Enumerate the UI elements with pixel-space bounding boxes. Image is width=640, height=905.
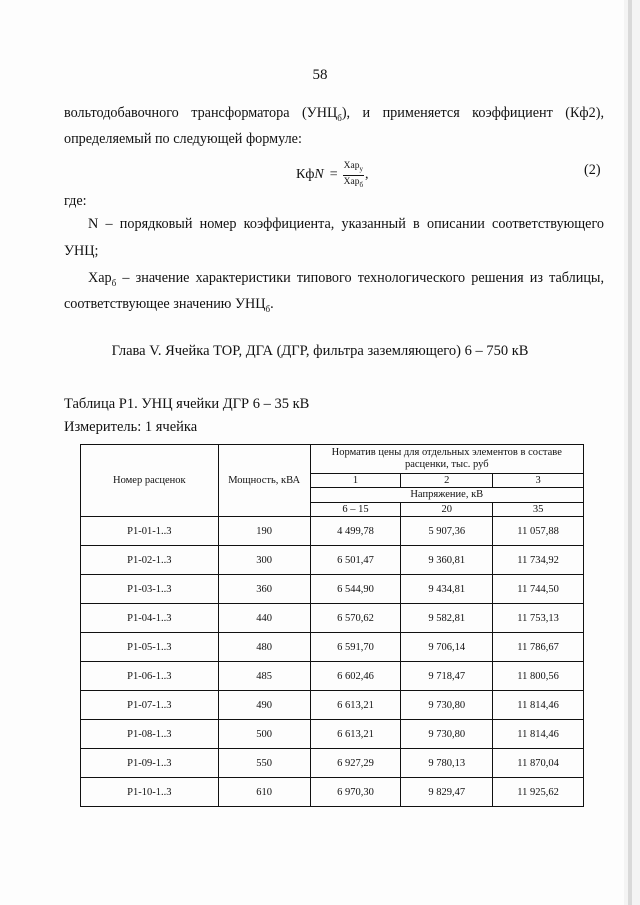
header-norm: Норматив цены для отдельных элементов в составе расценки, тыс. руб — [310, 445, 583, 474]
cell-v1: 6 501,47 — [310, 546, 401, 575]
formula-den-text: Хар — [343, 176, 360, 187]
cell-v3: 11 870,04 — [493, 749, 584, 778]
formula-num-sub: у — [359, 164, 363, 173]
cell-v1: 6 970,30 — [310, 778, 401, 807]
para3-line1-b: – значение характеристики типового технологического решения из таблицы, — [116, 270, 604, 286]
para1-line1 — [64, 104, 604, 127]
cell-power: 490 — [218, 691, 310, 720]
formula-fraction — [343, 160, 364, 191]
para3-line2-b: . — [270, 296, 274, 312]
cell-v2: 9 780,13 — [401, 749, 493, 778]
cell-code: Р1-03-1..3 — [81, 575, 219, 604]
cell-power: 610 — [218, 778, 310, 807]
cell-code: Р1-08-1..3 — [81, 720, 219, 749]
cell-v1: 6 591,70 — [310, 633, 401, 662]
cell-v1: 6 602,46 — [310, 662, 401, 691]
cell-v3: 11 925,62 — [493, 778, 584, 807]
formula — [296, 160, 369, 191]
para3-line2 — [64, 295, 274, 318]
cell-code: Р1-07-1..3 — [81, 691, 219, 720]
header-power: Мощность, кВА — [218, 445, 310, 517]
cell-v2: 9 434,81 — [401, 575, 493, 604]
table-row — [81, 546, 584, 575]
cell-v2: 9 829,47 — [401, 778, 493, 807]
table-row — [81, 691, 584, 720]
formula-lhs: Кф — [296, 167, 315, 183]
cell-power: 300 — [218, 546, 310, 575]
cell-power: 440 — [218, 604, 310, 633]
cell-v3: 11 800,56 — [493, 662, 584, 691]
header-num-2: 2 — [401, 474, 493, 488]
cell-power: 485 — [218, 662, 310, 691]
header-voltage: Напряжение, кВ — [310, 488, 583, 503]
page-edge-shadow — [628, 0, 632, 905]
cell-v2: 5 907,36 — [401, 517, 493, 546]
cell-power: 190 — [218, 517, 310, 546]
formula-lhs-var: N — [314, 167, 324, 183]
formula-equals: = — [329, 167, 338, 183]
formula-denominator — [344, 176, 363, 191]
table-row — [81, 720, 584, 749]
cell-code: Р1-10-1..3 — [81, 778, 219, 807]
chapter-title: Глава V. Ячейка ТОР, ДГА (ДГР, фильтра заземляющего) 6 – 750 кВ — [111, 343, 529, 359]
cell-v3: 11 786,67 — [493, 633, 584, 662]
cell-v3: 11 814,46 — [493, 691, 584, 720]
para3-line1-a: Хар — [88, 270, 112, 286]
formula-den-sub: б — [359, 180, 364, 189]
cell-code: Р1-05-1..3 — [81, 633, 219, 662]
table-row — [81, 604, 584, 633]
cell-v3: 11 814,46 — [493, 720, 584, 749]
measure-label: Измеритель: 1 ячейка — [64, 419, 198, 435]
header-volt-3: 35 — [493, 503, 584, 517]
formula-numerator — [343, 160, 364, 176]
where-label: где: — [64, 193, 87, 209]
cell-v1: 6 544,90 — [310, 575, 401, 604]
cell-code: Р1-02-1..3 — [81, 546, 219, 575]
cell-v2: 9 730,80 — [401, 691, 493, 720]
price-table — [80, 444, 584, 807]
para1-line2: определяемый по следующей формуле: — [64, 131, 302, 147]
para3-line2-sub: б — [265, 303, 271, 314]
cell-power: 360 — [218, 575, 310, 604]
cell-v2: 9 730,80 — [401, 720, 493, 749]
table-row — [81, 662, 584, 691]
table-caption: Таблица Р1. УНЦ ячейки ДГР 6 – 35 кВ — [64, 396, 310, 412]
para2-line1: N – порядковый номер коэффициента, указанный в описании соответствующего — [88, 216, 604, 232]
header-num-1: 1 — [310, 474, 401, 488]
cell-code: Р1-06-1..3 — [81, 662, 219, 691]
header-volt-2: 20 — [401, 503, 493, 517]
header-num-3: 3 — [493, 474, 584, 488]
cell-power: 550 — [218, 749, 310, 778]
cell-v3: 11 057,88 — [493, 517, 584, 546]
cell-v3: 11 753,13 — [493, 604, 584, 633]
cell-power: 500 — [218, 720, 310, 749]
equation-number: (2) — [584, 162, 601, 178]
table-row — [81, 517, 584, 546]
header-volt-1: 6 – 15 — [310, 503, 401, 517]
para1-line1-sub: б — [337, 112, 342, 123]
formula-comma: , — [365, 167, 369, 183]
cell-code: Р1-04-1..3 — [81, 604, 219, 633]
cell-v3: 11 734,92 — [493, 546, 584, 575]
para3-line2-a: соответствующее значению УНЦ — [64, 296, 266, 312]
para2-line2: УНЦ; — [64, 243, 99, 259]
cell-v1: 6 613,21 — [310, 720, 401, 749]
para3-line1 — [88, 269, 604, 292]
para1-line1-text: вольтодобавочного трансформатора (УНЦ — [64, 105, 338, 121]
cell-code: Р1-01-1..3 — [81, 517, 219, 546]
header-code: Номер расценок — [81, 445, 219, 517]
cell-v1: 6 927,29 — [310, 749, 401, 778]
page-number: 58 — [312, 67, 328, 83]
cell-v2: 9 718,47 — [401, 662, 493, 691]
cell-power: 480 — [218, 633, 310, 662]
cell-v2: 9 706,14 — [401, 633, 493, 662]
formula-num-text: Хар — [343, 161, 360, 171]
cell-v1: 6 613,21 — [310, 691, 401, 720]
table-row — [81, 575, 584, 604]
table-row — [81, 633, 584, 662]
para1-line1-end: ), и применяется коэффициент (Кф2), — [341, 105, 604, 121]
cell-v2: 9 582,81 — [401, 604, 493, 633]
cell-v3: 11 744,50 — [493, 575, 584, 604]
para3-line1-sub: б — [111, 277, 117, 288]
cell-v1: 4 499,78 — [310, 517, 401, 546]
cell-v1: 6 570,62 — [310, 604, 401, 633]
table-row — [81, 778, 584, 807]
cell-v2: 9 360,81 — [401, 546, 493, 575]
table-row — [81, 749, 584, 778]
cell-code: Р1-09-1..3 — [81, 749, 219, 778]
